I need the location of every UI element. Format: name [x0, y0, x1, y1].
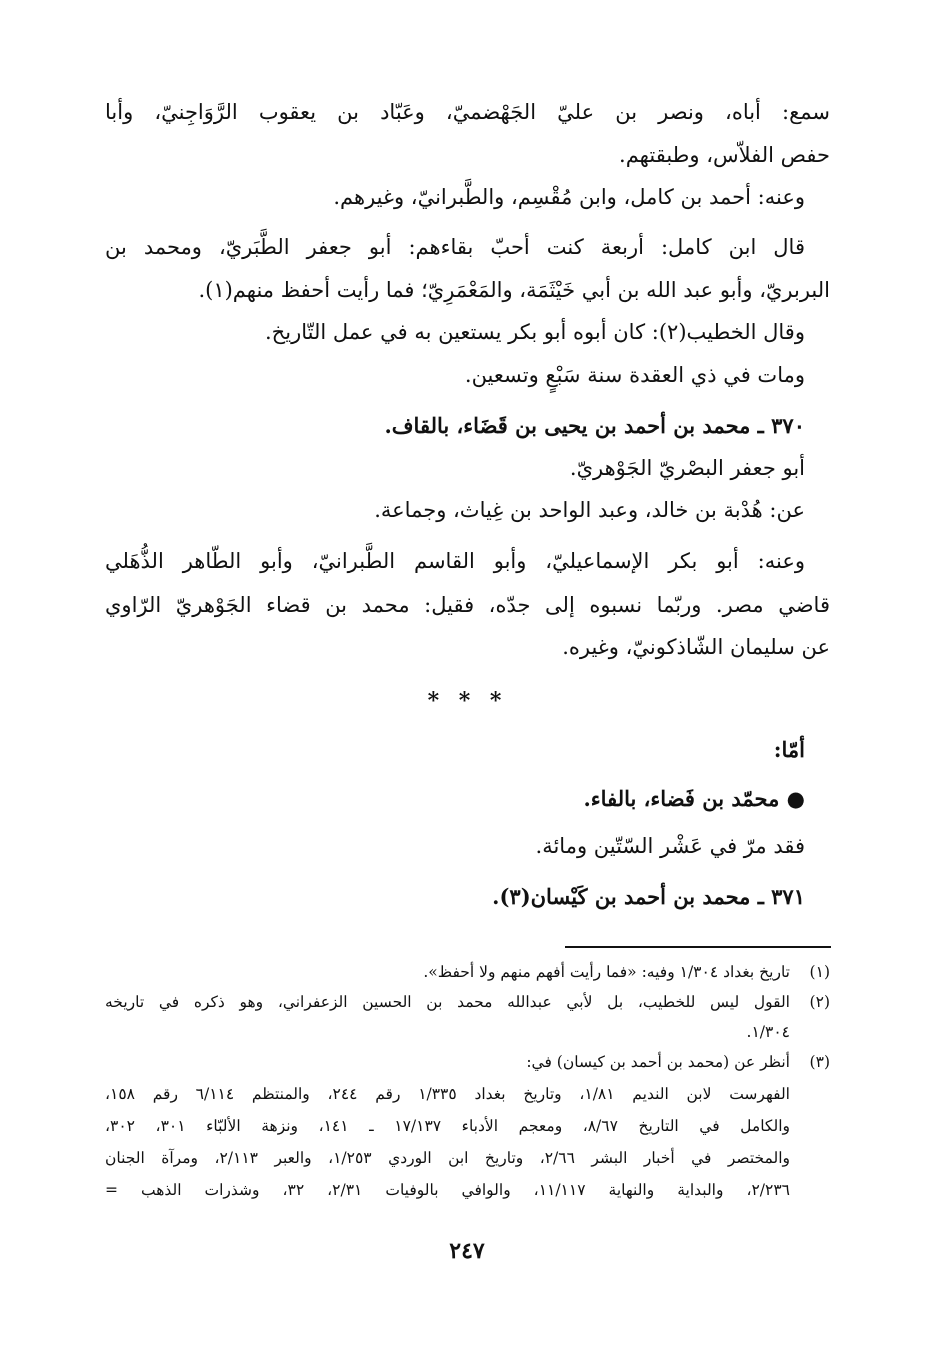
footnote-text: والكامل في التاريخ ٨/٦٧، ومعجم الأدباء ١٧/١٣٧ ـ ١٤١، ونزهة الألبّاء ٣٠١، ٣٠٢، [105, 1117, 790, 1135]
page-number: ٢٤٧ [449, 1238, 485, 1264]
footnote-text: أنظر عن (محمد بن أحمد بن كيسان) في: [526, 1053, 790, 1071]
text-line: حفص الفلاّس، وطبقتهم. [619, 143, 830, 167]
text-line: وقال الخطيب(٢): كان أبوه أبو بكر يستعين به في عمل التّاريخ. [265, 320, 805, 344]
footnote-text: الفهرست لابن النديم ١/٨١، وتاريخ بغداد ١/٣٣٥ رقم ٢٤٤، والمنتظم ٦/١١٤ رقم ١٥٨، [105, 1085, 790, 1103]
footnote-number: (٣) [809, 1053, 830, 1071]
footnote-text: ١/٣٠٤. [746, 1023, 790, 1041]
footnote-rule [565, 946, 831, 948]
section-separator: * * * [427, 688, 508, 714]
text-line: وعنه: أحمد بن كامل، وابن مُقْسِم، والطَّبرانيّ، وغيرهم. [333, 185, 805, 209]
footnote-text: ٢/٢٣٦، والبداية والنهاية ١١/١١٧، والوافي بالوفيات ٢/٣١، ٣٢، وشذرات الذهب = [105, 1181, 790, 1199]
amma-label: أمّا: [773, 737, 805, 762]
text-line: قال ابن كامل: أربعة كنت أحبّ بقاءهم: أبو جعفر الطَّبَريّ، ومحمد بن [105, 235, 805, 259]
footnote-text: تاريخ بغداد ١/٣٠٤ وفيه: «فما رأيت أفهم منهم ولا أحفظ». [423, 963, 790, 981]
passed-note: فقد مرّ في عَشْر السّتّين ومائة. [535, 834, 805, 858]
footnote-number: (١) [809, 963, 830, 981]
text-line: أبو جعفر البصْريّ الجَوْهريّ. [569, 456, 805, 480]
text-line: ومات في ذي العقدة سنة سَبْعٍ وتسعين. [464, 363, 805, 387]
footnote-number: (٢) [809, 993, 830, 1011]
text-line: سمع: أباه، ونصر بن عليّ الجَهْضميّ، وعَبّاد بن يعقوب الرَّوَاجِنيّ، وأبا [105, 100, 830, 124]
text-line: البربريّ، وأبو عبد الله بن أبي خَيْثَمَة، والمَعْمَرِيّ؛ فما رأيت أحفظ منهم(١). [198, 278, 830, 302]
footnote-text: القول ليس للخطيب، بل لأبي عبدالله محمد بن الحسين الزعفراني، وهو ذكره في تاريخه [105, 993, 790, 1011]
entry-370-heading: ٣٧٠ ـ محمد بن أحمد بن يحيى بن قَضَاء، بالقاف. [384, 413, 805, 438]
entry-371-heading: ٣٧١ ـ محمد بن أحمد بن كَيْسان(٣). [492, 884, 805, 909]
text-line: عن: هُدْبة بن خالد، وعبد الواحد بن غِياث، وجماعة. [374, 498, 805, 522]
text-line: وعنه: أبو بكر الإسماعيليّ، وأبو القاسم الطَّبرانيّ، وأبو الطّاهر الذُّهَلي [105, 549, 805, 573]
bullet-entry: ● محمّد بن فَضاء، بالفاء. [583, 786, 805, 811]
text-line: قاضي مصر. وربّما نسبوه إلى جدّه، فقيل: محمد بن قضاء الجَوْهريّ الرّاوي [105, 593, 830, 617]
text-line: عن سليمان الشّاذكونيّ، وغيره. [562, 635, 830, 659]
footnote-text: والمختصر في أخبار البشر ٢/٦٦، وتاريخ ابن الوردي ١/٢٥٣، والعبر ٢/١١٣، ومرآة الجنان [105, 1149, 790, 1167]
